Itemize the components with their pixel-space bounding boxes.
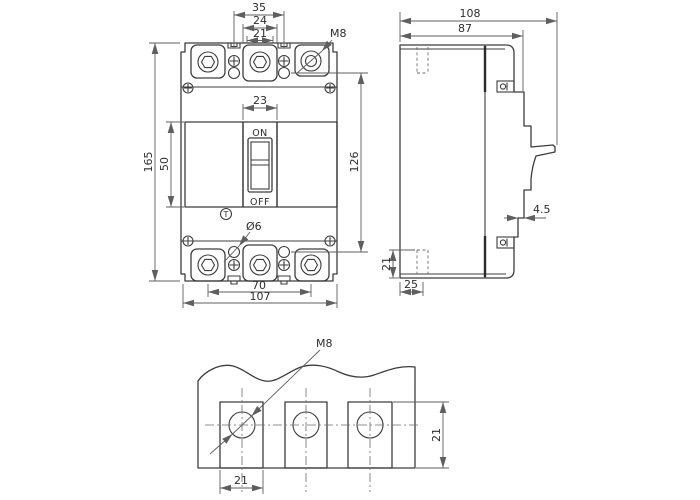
screw-icon <box>183 236 193 246</box>
dim-text: 50 <box>158 157 171 171</box>
screw-icon <box>229 56 240 67</box>
dim-text: 108 <box>459 7 481 20</box>
breaker-side-outline <box>400 45 555 278</box>
dim-text: 24 <box>253 14 267 27</box>
trip-button[interactable] <box>221 209 232 220</box>
accessory-clip-icon <box>497 237 514 248</box>
hex-socket-screw-icon <box>250 255 270 275</box>
dim-text: 21 <box>234 474 248 487</box>
terminal-pad <box>243 245 277 281</box>
switch-area <box>185 122 337 208</box>
hex-socket-screw-icon <box>301 255 321 275</box>
terminal-pad <box>295 249 329 281</box>
screw-icon <box>279 260 290 271</box>
bottom-notch-right <box>278 276 290 284</box>
terminal-pad <box>191 45 225 78</box>
screw-icon <box>325 83 335 93</box>
left-panel <box>185 122 243 207</box>
mount-hole <box>229 68 240 79</box>
dim-text: 165 <box>142 151 155 173</box>
mount-hole <box>279 68 290 79</box>
dimension-25 <box>400 278 423 296</box>
dim-text: 23 <box>253 94 267 107</box>
m8-terminal-callout <box>296 27 347 74</box>
dimension-21-height <box>393 402 449 468</box>
screw-icon <box>279 56 290 67</box>
dim-text: 21 <box>430 428 443 442</box>
m8-label: M8 <box>330 27 347 40</box>
terminal-pad <box>191 249 225 281</box>
dim-text: 87 <box>458 22 472 35</box>
side-view <box>380 7 557 296</box>
dim-text: 70 <box>252 279 266 292</box>
screw-icon <box>229 260 240 271</box>
hex-socket-screw-icon <box>250 52 270 72</box>
hex-socket-screw-icon <box>198 52 218 72</box>
dimension-21-top <box>247 27 273 43</box>
bottom-terminal-pads <box>191 245 329 281</box>
dim-text: 21 <box>380 257 393 271</box>
screw-icon <box>325 236 335 246</box>
dim-text: 107 <box>249 290 271 303</box>
terminal-pad <box>243 45 277 81</box>
dimension-50 <box>158 122 184 207</box>
hidden-mount-hole <box>417 250 428 277</box>
hole-dia-label: Ø6 <box>246 220 262 233</box>
hidden-mount-hole <box>417 47 428 73</box>
m8-hole-callout <box>210 337 333 454</box>
bottom-small-screws <box>229 247 290 271</box>
dimension-108 <box>400 7 557 145</box>
dim-text: 21 <box>253 27 267 40</box>
on-label: ON <box>252 128 268 139</box>
dim-text: 35 <box>252 1 266 14</box>
dimension-4-5 <box>504 203 551 218</box>
screw-icon <box>183 83 193 93</box>
busbar-plate-outline <box>198 365 415 468</box>
top-small-screws <box>229 56 290 79</box>
m8-label: M8 <box>316 337 333 350</box>
dimension-126 <box>291 73 368 252</box>
dimension-23 <box>243 94 277 120</box>
front-view <box>142 1 368 308</box>
mount-hole <box>279 247 290 258</box>
dimension-21-width <box>220 470 263 494</box>
bottom-notch-left <box>228 276 240 284</box>
dim-text: 4.5 <box>533 203 551 216</box>
off-label: OFF <box>250 197 270 208</box>
trip-button-label: T <box>223 210 229 219</box>
dim-text: 25 <box>404 278 418 291</box>
accessory-clip-icon <box>497 81 514 92</box>
hex-socket-screw-icon <box>198 255 218 275</box>
terminal-detail-view <box>198 337 449 494</box>
right-panel <box>277 122 337 207</box>
dim-text: 126 <box>348 151 361 173</box>
